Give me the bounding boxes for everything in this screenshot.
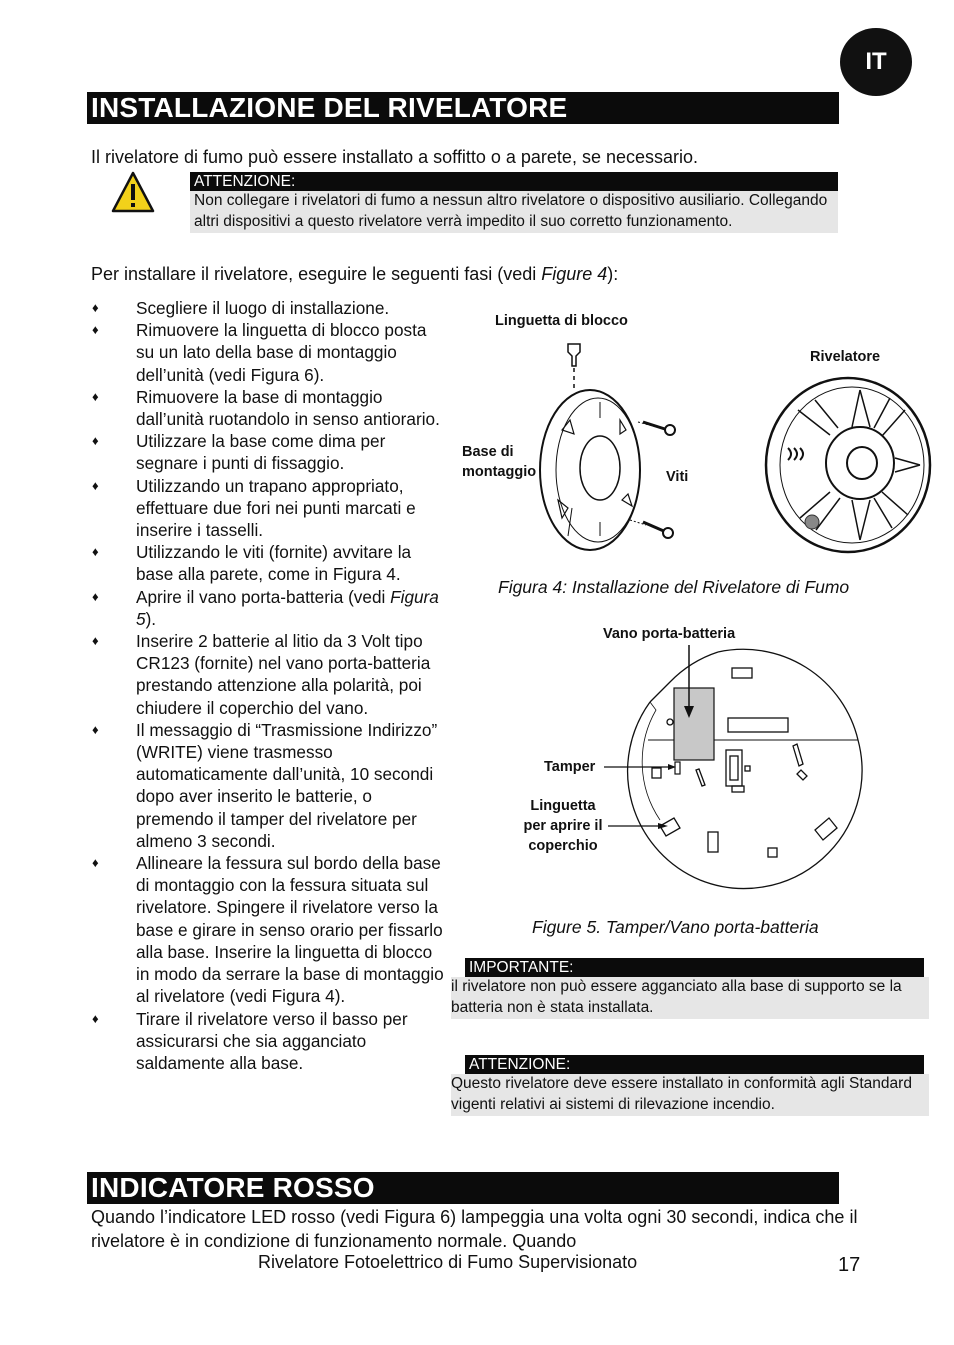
bullet-icon: ♦: [92, 322, 99, 338]
bullet-icon: ♦: [92, 300, 99, 315]
bullet-icon: ♦: [92, 633, 99, 649]
list-item: ♦ Aprire il vano porta-batteria (vedi Figura 5).: [92, 586, 439, 629]
list-item: ♦ Allineare la fessura sul bordo della base di montaggio con la fessura situata sul rivelatore. Spingere il rivelatore verso la base e girare in senso orario per fissarlo alla base. Inserire la linguetta di blocco in modo da serrare la base di montaggio al rivelatore (vedi Figura 4).: [92, 853, 444, 1007]
list-item: ♦ Inserire 2 batterie al litio da 3 Volt tipo CR123 (fornite) nel vano porta-batteria prestando attenzione alla polarità, poi chiudere il coperchio del vano.: [92, 631, 431, 718]
list-item: ♦ Utilizzando le viti (fornite) avvitare la base alla parete, come in Figura 4.: [92, 542, 412, 585]
figure-4-drawing: [450, 300, 940, 570]
smoke-detector-icon: [766, 378, 930, 552]
warning2-title: ATTENZIONE:: [465, 1055, 924, 1074]
important-title: IMPORTANTE:: [465, 958, 924, 977]
battery-compartment-icon: [674, 688, 714, 760]
bullet-icon: ♦: [92, 721, 99, 737]
bullet-icon: ♦: [92, 1010, 99, 1026]
warning-title: ATTENZIONE:: [190, 172, 838, 191]
figure5-caption: Figure 5. Tamper/Vano porta-batteria: [532, 917, 819, 937]
figure-reference: Figura 5: [136, 586, 439, 629]
bullet-icon: ♦: [92, 588, 99, 604]
language-badge: IT: [840, 28, 912, 96]
intro-paragraph: Il rivelatore di fumo può essere installato a soffitto o a parete, se necessario.: [91, 147, 698, 167]
list-item: ♦ Scegliere il luogo di installazione.: [92, 298, 390, 318]
section-title-installazione: INSTALLAZIONE DEL RIVELATORE: [87, 92, 839, 124]
screw-icon: [630, 520, 673, 538]
bullet-icon: ♦: [92, 433, 99, 449]
steps-intro: [91, 262, 618, 286]
list-item: ♦ Il messaggio di “Trasmissione Indirizzo” (WRITE) viene trasmesso automaticamente dall’unità, 10 secondi dopo aver inserito le batterie, o premendo il tamper del rivelatore per almeno 3 secondi.: [92, 719, 438, 851]
figure4-label-base: Base di montaggio: [462, 444, 537, 480]
figure4-label-tab: Linguetta di blocco: [495, 313, 628, 329]
warning2-text: Questo rivelatore deve essere installato in conformità agli Standard vigenti relativi ai sistemi di rilevazione incendio.: [451, 1074, 929, 1116]
figure5-label-battery: Vano porta-batteria: [603, 626, 736, 642]
important-note: [451, 958, 929, 1019]
locking-tab-icon: [568, 344, 580, 366]
steps-intro-figure-ref: Figure 4: [541, 264, 608, 284]
bullet-icon: ♦: [92, 388, 99, 404]
steps-intro-prefix: Per installare il rivelatore, eseguire le seguenti fasi (vedi: [91, 264, 542, 284]
bullet-icon: ♦: [92, 477, 99, 493]
installation-steps-list: [88, 297, 448, 1074]
list-item: ♦ Rimuovere la base di montaggio dall’unità ruotandolo in senso antiorario.: [92, 386, 440, 430]
warning-text: Non collegare i rivelatori di fumo a nessun altro rivelatore o dispositivo ausiliario. Collegando altri dispositivi a questo rivelatore verrà impedito il suo corretto funzionamento.: [190, 191, 838, 233]
warning-note-2: [451, 1055, 929, 1116]
important-text: il rivelatore non può essere agganciato alla base di supporto se la batteria non è stata installata.: [451, 977, 929, 1019]
steps-intro-suffix: ):: [607, 264, 619, 284]
list-item: ♦ Rimuovere la linguetta di blocco posta su un lato della base di montaggio dell’unità (vedi Figura 6).: [92, 320, 427, 385]
figure4-caption: Figura 4: Installazione del Rivelatore di Fumo: [498, 577, 850, 597]
section-title-indicatore: INDICATORE ROSSO: [87, 1172, 839, 1204]
warning-triangle-icon: [110, 170, 156, 219]
figure5-label-cover-tab: Linguetta per aprire il coperchio: [523, 798, 603, 854]
list-item: ♦ Tirare il rivelatore verso il basso per assicurarsi che sia agganciato saldamente alla base.: [92, 1008, 408, 1073]
mounting-base-icon: [540, 390, 640, 550]
list-item: ♦ Utilizzando un trapano appropriato, effettuare due fori nei punti marcati e inserire i tasselli.: [92, 475, 416, 541]
warning-note: [190, 172, 838, 233]
footer-title: Rivelatore Fotoelettrico di Fumo Supervisionato: [258, 1252, 638, 1272]
tamper-switch-icon: [675, 762, 680, 774]
figure4-label-detector: Rivelatore: [810, 349, 881, 365]
list-item: ♦ Utilizzare la base come dima per segnare i punti di fissaggio.: [92, 431, 386, 474]
bullet-icon: ♦: [92, 544, 99, 560]
screw-icon: [638, 422, 675, 435]
figure4-label-screws: Viti: [666, 469, 689, 485]
section2-paragraph: Quando l’indicatore LED rosso (vedi Figura 6) lampeggia una volta ogni 30 secondi, indica che il rivelatore è in condizione di funzionamento normale. Quando: [91, 1207, 858, 1251]
figure5-label-tamper: Tamper: [544, 759, 596, 775]
figure-5-drawing: [600, 640, 880, 890]
page-number: 17: [838, 1254, 861, 1276]
bullet-icon: ♦: [92, 855, 99, 871]
